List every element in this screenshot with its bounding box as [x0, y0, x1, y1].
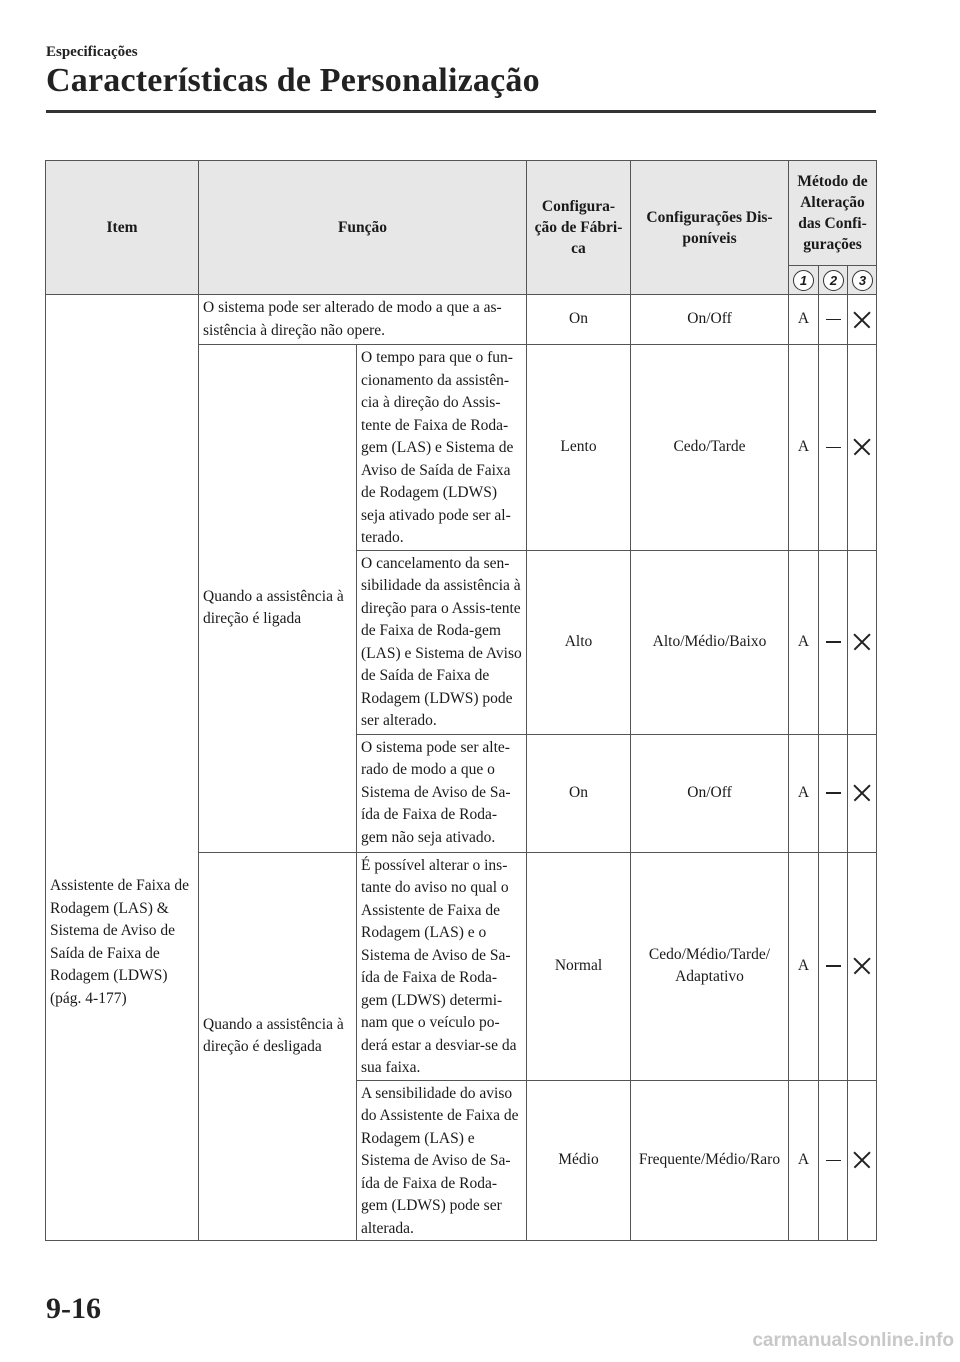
method-col-1 [789, 266, 819, 295]
watermark: carmanualsonline.info [752, 1330, 954, 1351]
header-function: Função [199, 161, 527, 295]
x-icon [853, 633, 871, 651]
method-2-cell [819, 852, 848, 1080]
function-cell: O cancelamento da sen-sibilidade da assistência à direção para o Assis-tente de Faixa de Roda-gem (LAS) e Sistema de Aviso de Saída de Faixa de Rodagem (LDWS) pode ser alterado. [357, 550, 527, 734]
header-factory: Configura-ção de Fábri-ca [527, 161, 631, 295]
item-cell: Assistente de Faixa de Rodagem (LAS) & Sistema de Aviso de Saída de Faixa de Rodagem (LDWS) (pág. 4-177) [46, 295, 199, 1241]
dash-icon [826, 965, 841, 967]
method-3-cell [848, 345, 877, 551]
available-cell: Cedo/Médio/Tarde/ Adaptativo [631, 852, 789, 1080]
factory-cell: On [527, 295, 631, 345]
dash-icon [826, 641, 841, 643]
method-3-cell [848, 1080, 877, 1241]
available-cell: Cedo/Tarde [631, 345, 789, 551]
function-cell: A sensibilidade do aviso do Assistente de Faixa de Rodagem (LAS) e Sistema de Aviso de Sa-ída de Faixa de Roda-gem (LDWS) pode ser alterada. [357, 1080, 527, 1241]
dash-icon [826, 792, 841, 794]
group-on-cell: Quando a assistência à direção é ligada [199, 345, 357, 853]
x-icon [853, 311, 871, 329]
factory-cell: Lento [527, 345, 631, 551]
available-cell: On/Off [631, 734, 789, 852]
method-2-cell [819, 295, 848, 345]
x-icon [853, 784, 871, 802]
method-1-cell: A [789, 852, 819, 1080]
function-cell: É possível alterar o ins-tante do aviso no qual o Assistente de Faixa de Rodagem (LAS) e o Sistema de Aviso de Sa-ída de Faixa de Roda-gem (LDWS) determi-nam que o veículo po-derá estar a desviar-se da sua faixa. [357, 852, 527, 1080]
title-rule [46, 110, 876, 113]
method-col-3 [848, 266, 877, 295]
available-cell: On/Off [631, 295, 789, 345]
group-off-cell: Quando a assistência à direção é desligada [199, 852, 357, 1241]
page-title: Características de Personalização [46, 62, 540, 99]
factory-cell: Normal [527, 852, 631, 1080]
x-icon [853, 957, 871, 975]
method-1-cell: A [789, 734, 819, 852]
method-1-cell: A [789, 1080, 819, 1241]
method-2-cell [819, 345, 848, 551]
table-row [46, 295, 877, 345]
method-3-cell [848, 550, 877, 734]
method-3-cell [848, 295, 877, 345]
header-item: Item [46, 161, 199, 295]
factory-cell: Alto [527, 550, 631, 734]
x-icon [853, 438, 871, 456]
method-1-icon: 1 [793, 270, 814, 291]
method-1-cell: A [789, 345, 819, 551]
method-1-cell: A [789, 295, 819, 345]
page-number: 9-16 [46, 1292, 101, 1325]
header-available: Configurações Dis-poníveis [631, 161, 789, 295]
function-cell: O tempo para que o fun-cionamento da assistên-cia à direção do Assis-tente de Faixa de Roda-gem (LAS) e Sistema de Aviso de Saída de Faixa de Rodagem (LDWS) seja ativado pode ser al-terado. [357, 345, 527, 551]
method-2-cell [819, 550, 848, 734]
available-cell: Alto/Médio/Baixo [631, 550, 789, 734]
dash-icon [826, 319, 841, 321]
header-method: Método de Alteração das Confi-gurações [789, 161, 877, 266]
method-2-cell [819, 734, 848, 852]
method-col-2 [819, 266, 848, 295]
dash-icon [826, 1160, 841, 1162]
factory-cell: On [527, 734, 631, 852]
customization-table [45, 160, 877, 1241]
section-label: Especificações [46, 44, 138, 60]
function-cell: O sistema pode ser alte-rado de modo a que o Sistema de Aviso de Sa-ída de Faixa de Roda-gem não seja ativado. [357, 734, 527, 852]
dash-icon [826, 447, 841, 449]
header-row [46, 161, 877, 266]
factory-cell: Médio [527, 1080, 631, 1241]
method-2-cell [819, 1080, 848, 1241]
function-cell: O sistema pode ser alterado de modo a que a as-sistência à direção não opere. [199, 295, 527, 345]
method-3-icon: 3 [852, 270, 873, 291]
available-cell: Frequente/Médio/Raro [631, 1080, 789, 1241]
method-3-cell [848, 734, 877, 852]
x-icon [853, 1151, 871, 1169]
method-2-icon: 2 [823, 270, 844, 291]
method-3-cell [848, 852, 877, 1080]
method-1-cell: A [789, 550, 819, 734]
